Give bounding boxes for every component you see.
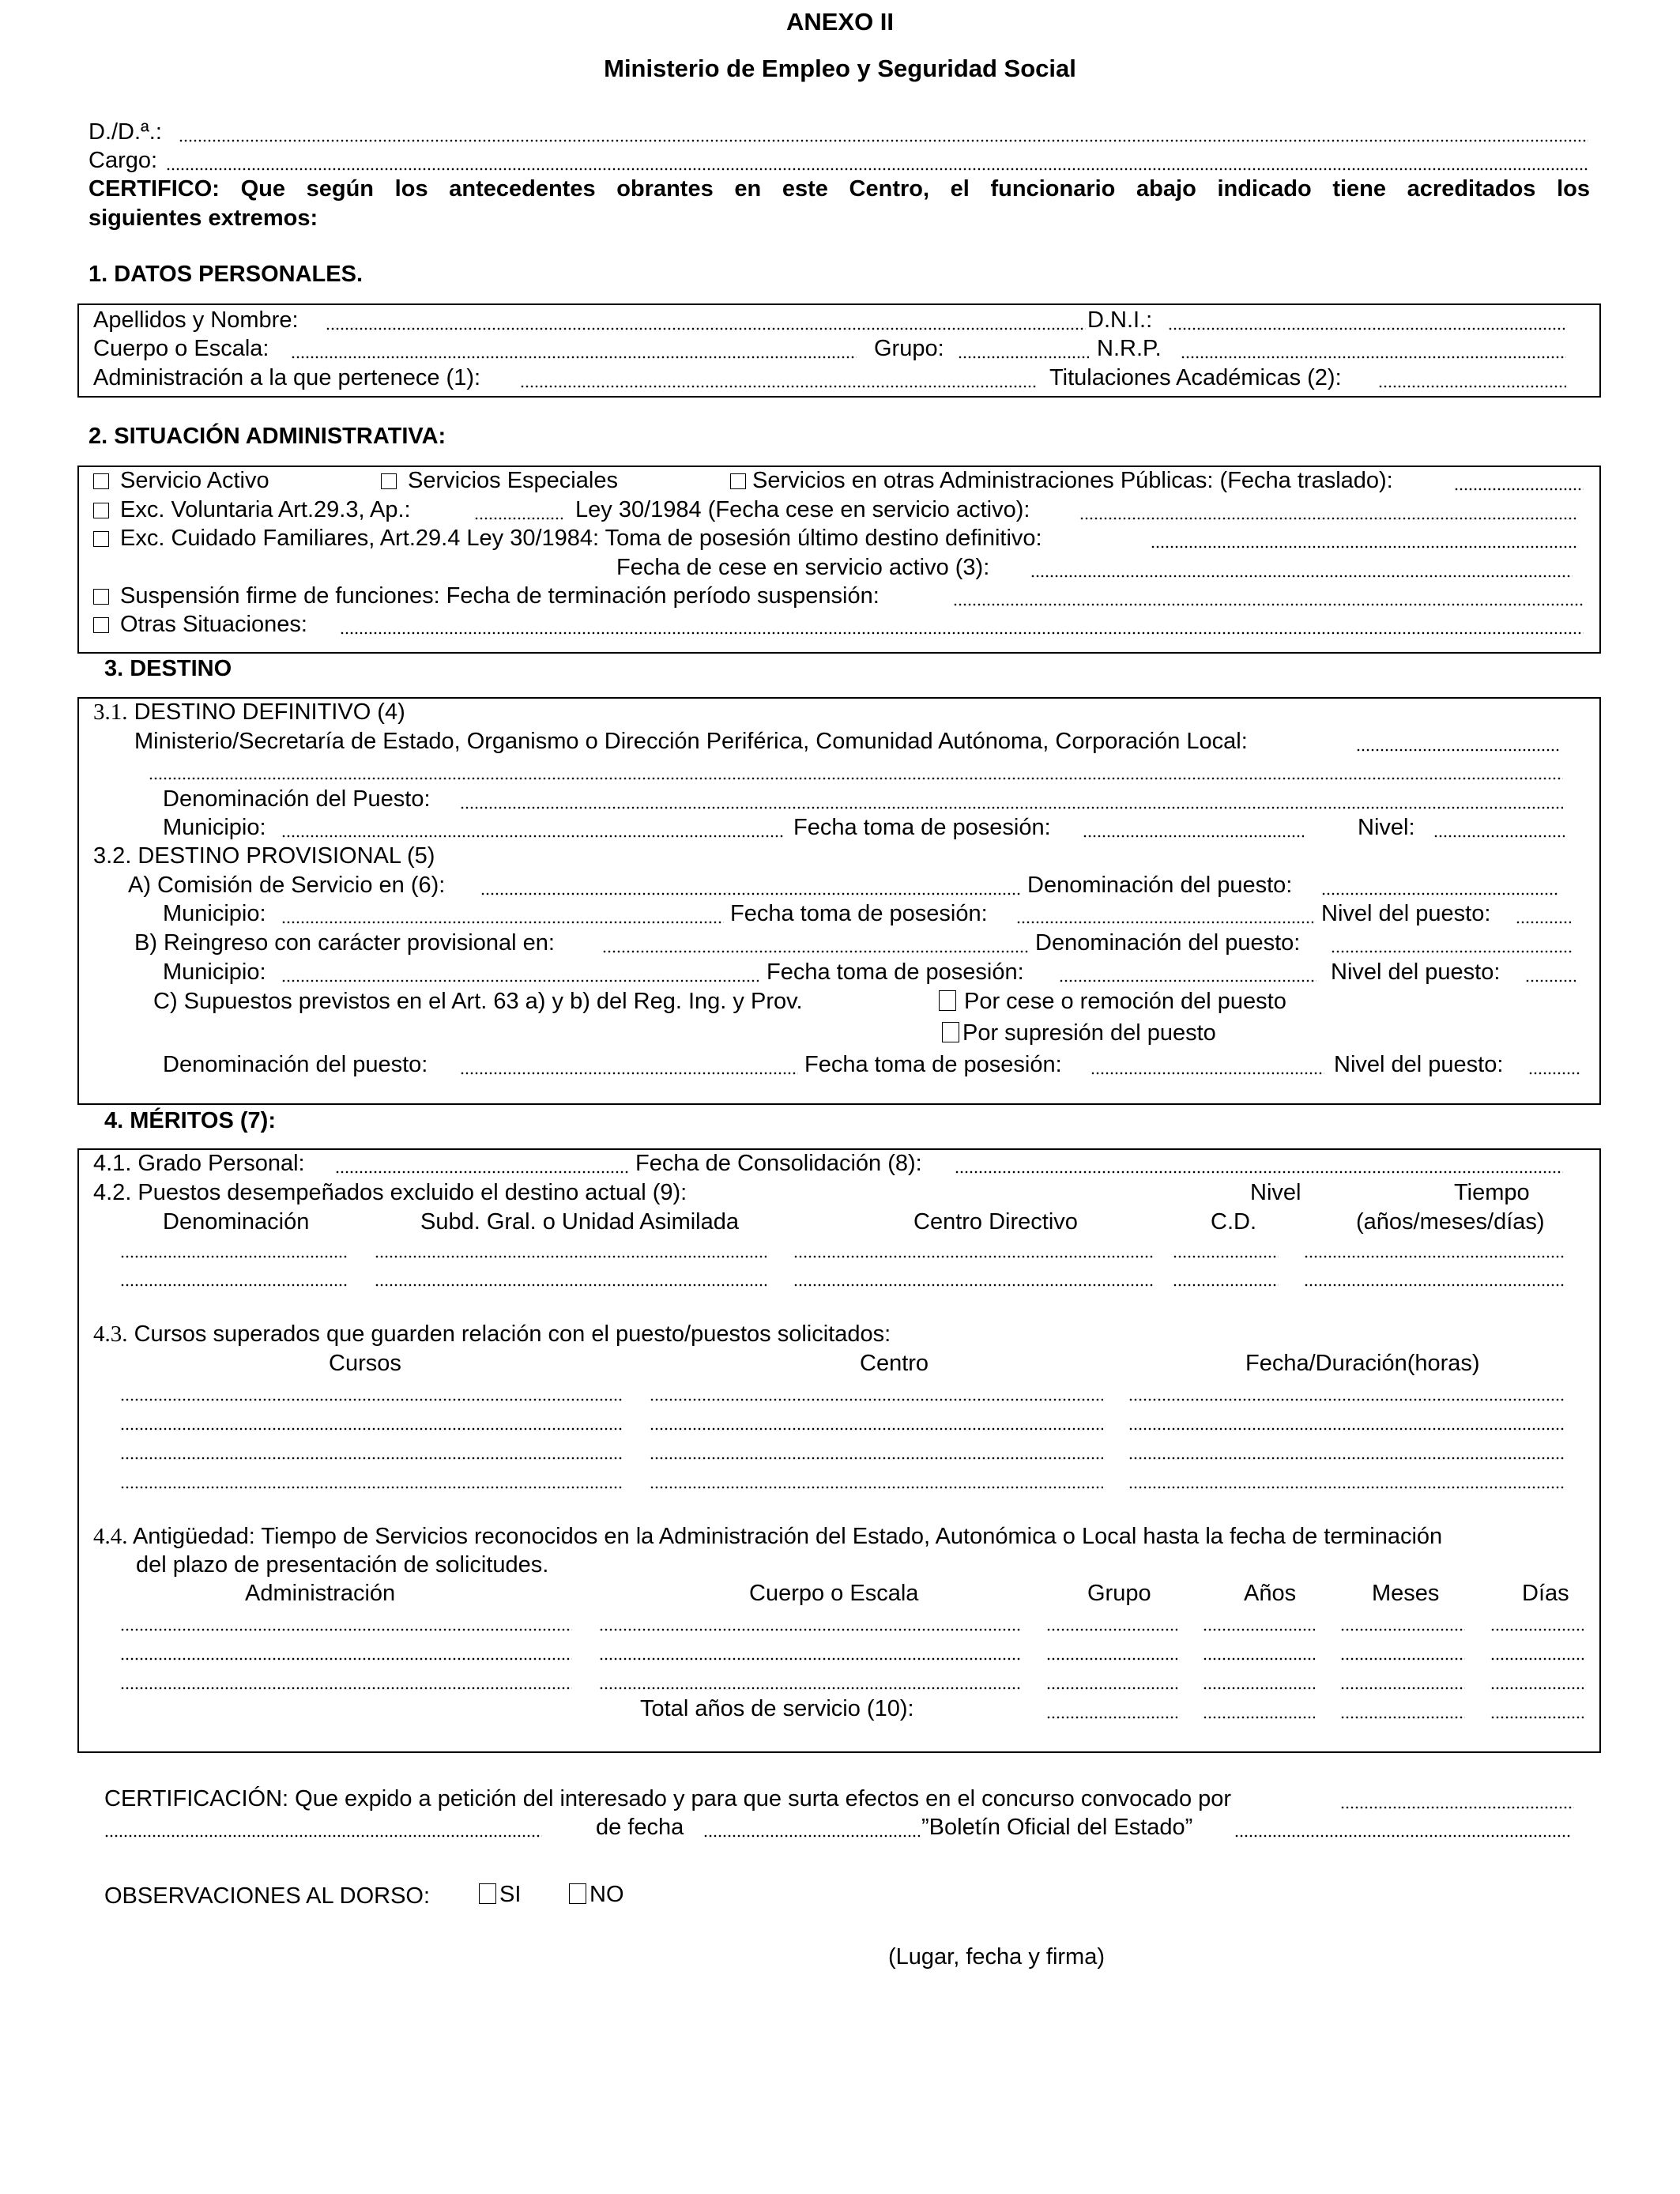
fecha-toma-definitivo-field[interactable] xyxy=(1083,835,1304,838)
fecha-toma-comision-label: Fecha toma de posesión: xyxy=(730,901,988,926)
destino-definitivo-heading xyxy=(93,701,405,724)
municipio-reingreso-field[interactable] xyxy=(281,979,759,982)
puestos-row-1-centro[interactable] xyxy=(793,1255,1154,1258)
servicio-activo-option[interactable] xyxy=(93,469,269,492)
observaciones-si-option[interactable] xyxy=(479,1883,521,1906)
fecha-toma-reingreso-label: Fecha toma de posesión: xyxy=(767,959,1024,985)
apellidos-field[interactable] xyxy=(326,327,1086,330)
puestos-row-1-subd[interactable] xyxy=(375,1255,767,1258)
reingreso-field[interactable] xyxy=(602,950,1029,953)
concurso-field-continuation[interactable] xyxy=(104,1834,542,1838)
fecha-toma-supuestos-field[interactable] xyxy=(1090,1072,1324,1075)
fecha-consolidacion-field[interactable] xyxy=(955,1171,1563,1174)
nrp-label: N.R.P. xyxy=(1097,336,1162,361)
otras-situaciones-field[interactable] xyxy=(340,631,1584,635)
antiguedad-heading xyxy=(93,1525,1442,1548)
denominacion-definitivo-field[interactable] xyxy=(460,806,1563,809)
titulaciones-field[interactable] xyxy=(1378,385,1566,388)
puestos-row-1-cd[interactable] xyxy=(1173,1255,1279,1258)
total-anos-field[interactable] xyxy=(1203,1716,1315,1719)
fecha-toma-reingreso-field[interactable] xyxy=(1059,979,1317,982)
observaciones-no-option[interactable] xyxy=(569,1883,624,1906)
observaciones-si-label: SI xyxy=(499,1882,522,1907)
destino-provisional-heading: 3.2. DESTINO PROVISIONAL (5) xyxy=(93,843,435,869)
antiguedad-row-2-cuerpo[interactable] xyxy=(599,1657,1021,1661)
subd-header: Subd. Gral. o Unidad Asimilada xyxy=(420,1209,739,1235)
antiguedad-row-2-dias[interactable] xyxy=(1490,1657,1584,1661)
grupo-field[interactable] xyxy=(958,356,1089,359)
cursos-row-3-curso[interactable] xyxy=(120,1457,623,1460)
checkbox-icon[interactable] xyxy=(569,1883,586,1904)
grupo-header: Grupo xyxy=(1087,1581,1151,1606)
ley-fecha-cese-label: Ley 30/1984 (Fecha cese en servicio activo): xyxy=(575,497,1030,522)
otras-situaciones-label: Otras Situaciones: xyxy=(120,612,307,637)
por-cese-label: Por cese o remoción del puesto xyxy=(964,989,1286,1014)
denominacion-supuestos-field[interactable] xyxy=(460,1072,798,1075)
section-4-box xyxy=(77,1148,1601,1753)
antiguedad-row-2-meses[interactable] xyxy=(1340,1657,1465,1661)
antiguedad-number: 4.4. xyxy=(93,1524,128,1549)
suspension-field[interactable] xyxy=(953,603,1584,606)
nivel-definitivo-label: Nivel: xyxy=(1358,815,1415,840)
municipio-definitivo-label: Municipio: xyxy=(163,815,266,840)
destino-definitivo-number: 3.1. xyxy=(93,699,128,725)
cursos-row-2-centro[interactable] xyxy=(650,1427,1103,1431)
antiguedad-row-3-anos[interactable] xyxy=(1203,1687,1315,1690)
suspension-label: Suspensión firme de funciones: Fecha de terminación período suspensión: xyxy=(120,583,880,609)
antiguedad-row-2-administracion[interactable] xyxy=(120,1657,572,1661)
checkbox-icon[interactable] xyxy=(93,503,109,518)
denominacion-definitivo-label: Denominación del Puesto: xyxy=(163,786,431,812)
fecha-toma-supuestos-label: Fecha toma de posesión: xyxy=(804,1052,1062,1077)
cursos-row-3-fecha[interactable] xyxy=(1128,1457,1565,1460)
puestos-row-1-tiempo[interactable] xyxy=(1304,1255,1565,1258)
exc-cuidado-option[interactable] xyxy=(93,527,1042,550)
comision-field[interactable] xyxy=(480,892,1021,895)
cuerpo-field[interactable] xyxy=(291,356,857,359)
puestos-row-2-subd[interactable] xyxy=(375,1284,767,1287)
exc-cuidado-label: Exc. Cuidado Familiares, Art.29.4 Ley 30/1984: Toma de posesión último destino definitivo: xyxy=(120,526,1042,551)
checkbox-icon[interactable] xyxy=(93,589,109,605)
boletin-field[interactable] xyxy=(1234,1834,1571,1838)
fecha-duracion-header: Fecha/Duración(horas) xyxy=(1245,1351,1480,1376)
section-4-title: 4. MÉRITOS (7): xyxy=(104,1108,276,1133)
fecha-cese-3-field[interactable] xyxy=(1030,575,1573,578)
tiempo-header: Tiempo xyxy=(1454,1180,1530,1205)
nivel-reingreso-label: Nivel del puesto: xyxy=(1331,959,1501,985)
antiguedad-row-1-grupo[interactable] xyxy=(1046,1628,1177,1631)
dd-field[interactable] xyxy=(179,139,1588,142)
cursos-row-4-curso[interactable] xyxy=(120,1486,623,1489)
titulaciones-label: Titulaciones Académicas (2): xyxy=(1049,365,1342,390)
fecha-cese-3-label: Fecha de cese en servicio activo (3): xyxy=(616,555,990,580)
otras-admin-field[interactable] xyxy=(1454,488,1584,491)
cursos-row-4-centro[interactable] xyxy=(650,1486,1103,1489)
admin-field[interactable] xyxy=(520,385,1037,388)
nivel-comision-field[interactable] xyxy=(1516,921,1571,924)
anos-meses-header: (años/meses/días) xyxy=(1356,1209,1545,1235)
cursos-row-4-fecha[interactable] xyxy=(1128,1486,1565,1489)
total-meses-field[interactable] xyxy=(1340,1716,1465,1719)
checkbox-icon[interactable] xyxy=(93,531,109,547)
ministerio-field[interactable] xyxy=(1356,748,1560,752)
antiguedad-row-3-administracion[interactable] xyxy=(120,1687,572,1690)
otras-admin-label: Servicios en otras Administraciones Públicas: (Fecha traslado): xyxy=(752,468,1393,493)
nivel-supuestos-field[interactable] xyxy=(1528,1072,1580,1075)
checkbox-icon[interactable] xyxy=(479,1883,496,1904)
dni-field[interactable] xyxy=(1168,327,1565,330)
cursos-number: 4.3. xyxy=(93,1321,128,1347)
ministerio-label: Ministerio/Secretaría de Estado, Organismo o Dirección Periférica, Comunidad Autónoma, Corporación Local: xyxy=(134,729,1248,754)
antiguedad-row-1-meses[interactable] xyxy=(1340,1628,1465,1631)
ministry-title: Ministerio de Empleo y Seguridad Social xyxy=(604,55,1076,82)
meses-header: Meses xyxy=(1372,1581,1440,1606)
puestos-row-1-denominacion[interactable] xyxy=(120,1255,348,1258)
section-1-title: 1. DATOS PERSONALES. xyxy=(89,262,363,287)
servicios-especiales-option[interactable] xyxy=(381,469,618,492)
fecha-toma-definitivo-label: Fecha toma de posesión: xyxy=(793,815,1051,840)
denominacion-reingreso-label: Denominación del puesto: xyxy=(1035,930,1301,956)
observaciones-label: OBSERVACIONES AL DORSO: xyxy=(104,1883,431,1909)
antiguedad-row-1-dias[interactable] xyxy=(1490,1628,1584,1631)
servicio-activo-label: Servicio Activo xyxy=(120,468,269,493)
antiguedad-row-1-cuerpo[interactable] xyxy=(599,1628,1021,1631)
anos-header: Años xyxy=(1244,1581,1297,1606)
puestos-row-2-tiempo[interactable] xyxy=(1304,1284,1565,1287)
dd-label: D./D.ª.: xyxy=(89,119,162,145)
reingreso-label: B) Reingreso con carácter provisional en: xyxy=(134,930,555,956)
supuestos-label: C) Supuestos previstos en el Art. 63 a) y b) del Reg. Ing. y Prov. xyxy=(153,989,803,1014)
servicios-especiales-label: Servicios Especiales xyxy=(408,468,618,493)
puestos-label: 4.2. Puestos desempeñados excluido el destino actual (9): xyxy=(93,1180,687,1205)
cuerpo-escala-header: Cuerpo o Escala xyxy=(749,1581,919,1606)
suspension-option[interactable] xyxy=(93,585,880,608)
puestos-row-2-denominacion[interactable] xyxy=(120,1284,348,1287)
grupo-label: Grupo: xyxy=(874,336,944,361)
cursos-row-3-centro[interactable] xyxy=(650,1457,1103,1460)
certifico-line2: siguientes extremos: xyxy=(89,205,318,231)
antiguedad-row-2-anos[interactable] xyxy=(1203,1657,1315,1661)
nivel-reingreso-field[interactable] xyxy=(1525,979,1576,982)
fecha-toma-comision-field[interactable] xyxy=(1016,921,1313,924)
centro-directivo-header: Centro Directivo xyxy=(913,1209,1078,1235)
exc-cuidado-field[interactable] xyxy=(1151,545,1577,548)
exc-voluntaria-label: Exc. Voluntaria Art.29.3, Ap.: xyxy=(120,497,411,522)
antiguedad-row-1-administracion[interactable] xyxy=(120,1628,572,1631)
checkbox-icon[interactable] xyxy=(730,473,746,489)
dni-label: D.N.I.: xyxy=(1087,307,1153,333)
observaciones-no-label: NO xyxy=(590,1882,624,1907)
cursos-row-2-fecha[interactable] xyxy=(1128,1427,1565,1431)
denominacion-supuestos-label: Denominación del puesto: xyxy=(163,1052,428,1077)
checkbox-icon[interactable] xyxy=(93,473,109,489)
por-supresion-option[interactable] xyxy=(942,1022,1216,1045)
de-fecha-label: de fecha xyxy=(596,1815,684,1840)
comision-label: A) Comisión de Servicio en (6): xyxy=(128,873,446,898)
ministerio-field-continuation[interactable] xyxy=(149,777,1563,780)
exc-voluntaria-option[interactable] xyxy=(93,499,411,522)
annex-title: ANEXO II xyxy=(785,8,895,36)
centro-header: Centro xyxy=(860,1351,929,1376)
total-anos-label: Total años de servicio (10): xyxy=(640,1696,914,1721)
concurso-field[interactable] xyxy=(1340,1806,1574,1809)
municipio-reingreso-label: Municipio: xyxy=(163,959,266,985)
dias-header: Días xyxy=(1522,1581,1569,1606)
cd-header: C.D. xyxy=(1211,1209,1256,1235)
lugar-fecha-firma: (Lugar, fecha y firma) xyxy=(888,1944,1105,1970)
de-fecha-field[interactable] xyxy=(703,1834,920,1838)
cursos-heading xyxy=(93,1323,891,1346)
ley-fecha-cese-field[interactable] xyxy=(1079,517,1577,520)
nivel-supuestos-label: Nivel del puesto: xyxy=(1334,1052,1504,1077)
denominacion-comision-label: Denominación del puesto: xyxy=(1027,873,1293,898)
boletin-label: ”Boletín Oficial del Estado” xyxy=(921,1815,1193,1840)
antiguedad-row-3-grupo[interactable] xyxy=(1046,1687,1177,1690)
municipio-comision-label: Municipio: xyxy=(163,901,266,926)
denominacion-header: Denominación xyxy=(163,1209,310,1235)
municipio-comision-field[interactable] xyxy=(281,921,724,924)
section-3-title: 3. DESTINO xyxy=(104,656,232,681)
grado-personal-field[interactable] xyxy=(335,1171,629,1174)
cuerpo-label: Cuerpo o Escala: xyxy=(93,336,269,361)
nivel-comision-label: Nivel del puesto: xyxy=(1321,901,1491,926)
puestos-row-2-cd[interactable] xyxy=(1173,1284,1279,1287)
otras-situaciones-option[interactable] xyxy=(93,613,307,636)
otras-admin-option[interactable] xyxy=(730,469,1393,492)
denominacion-reingreso-field[interactable] xyxy=(1331,950,1573,953)
certifico-line1: CERTIFICO: Que según los antecedentes obrantes en este Centro, el funcionario abajo indicado tiene acreditados los xyxy=(89,176,1590,202)
cursos-row-1-fecha[interactable] xyxy=(1128,1398,1565,1401)
cursos-row-1-curso[interactable] xyxy=(120,1398,623,1401)
checkbox-icon[interactable] xyxy=(939,990,956,1011)
total-dias-field[interactable] xyxy=(1490,1716,1584,1719)
antiguedad-row-3-meses[interactable] xyxy=(1340,1687,1465,1690)
destino-definitivo-label: DESTINO DEFINITIVO (4) xyxy=(134,699,405,725)
grado-personal-label: 4.1. Grado Personal: xyxy=(93,1151,305,1176)
cargo-label: Cargo: xyxy=(89,148,158,173)
antiguedad-row-1-anos[interactable] xyxy=(1203,1628,1315,1631)
certificacion-label: CERTIFICACIÓN: Que expido a petición del interesado y para que surta efectos en el concurso convocado por xyxy=(104,1786,1232,1811)
administracion-header: Administración xyxy=(245,1581,396,1606)
cursos-label: Cursos superados que guarden relación con el puesto/puestos solicitados: xyxy=(134,1321,891,1347)
por-supresion-label: Por supresión del puesto xyxy=(962,1020,1216,1046)
section-2-title: 2. SITUACIÓN ADMINISTRATIVA: xyxy=(89,424,446,449)
checkbox-icon[interactable] xyxy=(942,1022,959,1042)
checkbox-icon[interactable] xyxy=(93,617,109,633)
denominacion-comision-field[interactable] xyxy=(1321,892,1558,895)
puestos-row-2-centro[interactable] xyxy=(793,1284,1154,1287)
nrp-field[interactable] xyxy=(1181,356,1566,359)
por-cese-option[interactable] xyxy=(939,990,1286,1013)
checkbox-icon[interactable] xyxy=(381,473,397,489)
antiguedad-row-3-cuerpo[interactable] xyxy=(599,1687,1021,1690)
nivel-header: Nivel xyxy=(1250,1180,1301,1205)
cursos-header: Cursos xyxy=(329,1351,401,1376)
antiguedad-label: Antigüedad: Tiempo de Servicios reconocidos en la Administración del Estado, Autonómica o Local hasta la fecha de terminación xyxy=(132,1524,1443,1549)
total-grupo-field[interactable] xyxy=(1046,1716,1177,1719)
cargo-field[interactable] xyxy=(166,168,1588,171)
cursos-row-2-curso[interactable] xyxy=(120,1427,623,1431)
admin-label: Administración a la que pertenece (1): xyxy=(93,365,481,390)
antiguedad-label-line2: del plazo de presentación de solicitudes. xyxy=(136,1552,549,1578)
municipio-definitivo-field[interactable] xyxy=(281,835,784,838)
antiguedad-row-3-dias[interactable] xyxy=(1490,1687,1584,1690)
exc-voluntaria-field[interactable] xyxy=(474,517,563,520)
cursos-row-1-centro[interactable] xyxy=(650,1398,1103,1401)
apellidos-label: Apellidos y Nombre: xyxy=(93,307,299,333)
nivel-definitivo-field[interactable] xyxy=(1433,835,1565,838)
fecha-consolidacion-label: Fecha de Consolidación (8): xyxy=(635,1151,922,1176)
antiguedad-row-2-grupo[interactable] xyxy=(1046,1657,1177,1661)
